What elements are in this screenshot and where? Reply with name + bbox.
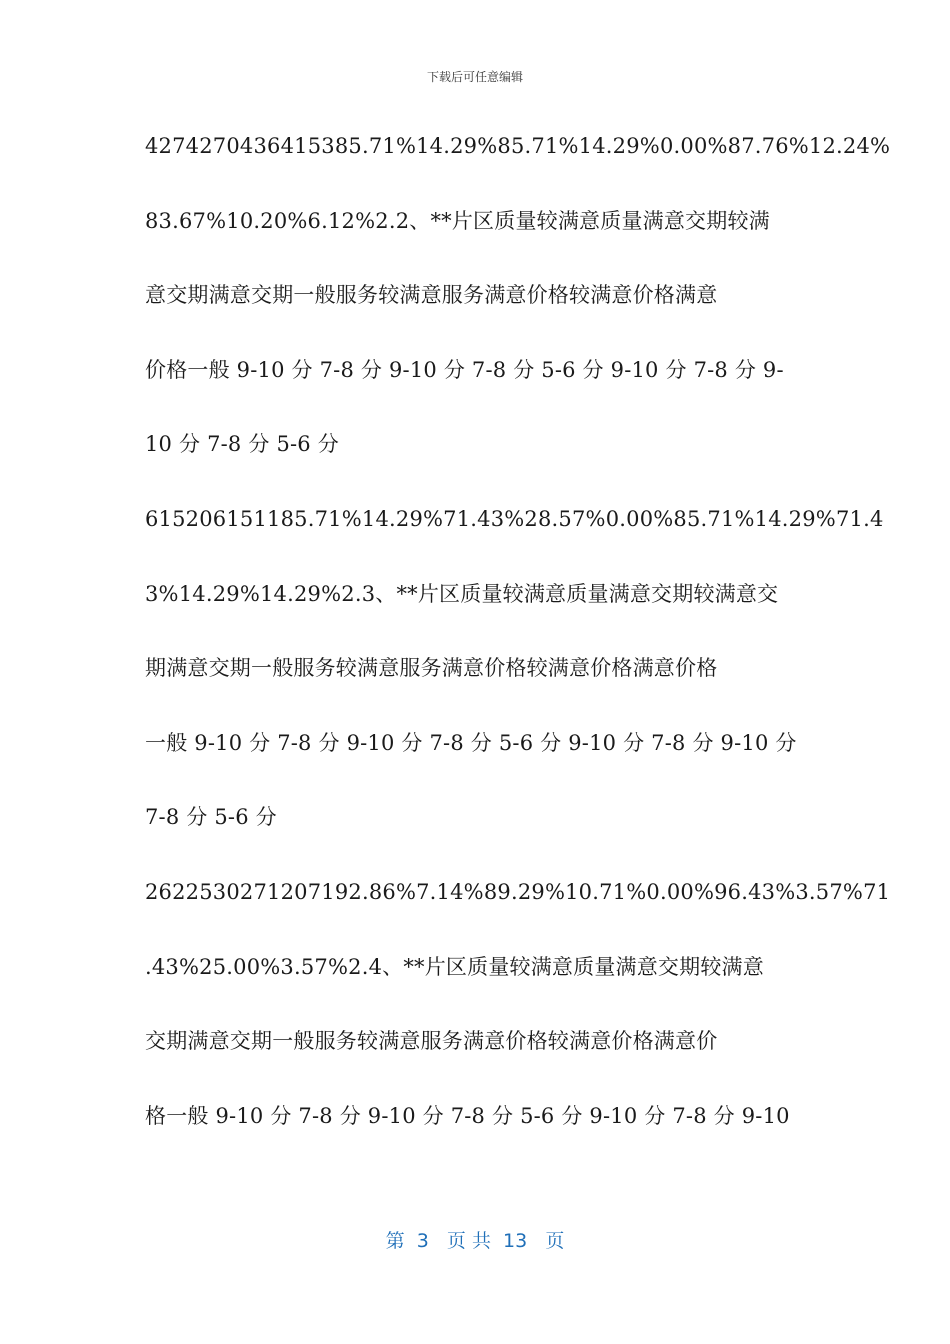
body-line-7: 3%14.29%14.29%2.3、**片区质量较满意质量满意交期较满意交: [145, 581, 779, 606]
body-line-13: 交期满意交期一般服务较满意服务满意价格较满意价格满意价: [145, 1029, 718, 1054]
page-footer: 第 3 页 共 13 页: [385, 1230, 565, 1252]
body-line-10: 7-8 分 5-6 分: [145, 805, 277, 830]
body-line-14: 格一般 9-10 分 7-8 分 9-10 分 7-8 分 5-6 分 9-10 分 7-8 分 9-10: [145, 1103, 790, 1128]
body-line-9: 一般 9-10 分 7-8 分 9-10 分 7-8 分 5-6 分 9-10 分 7-8 分 9-10 分: [145, 730, 797, 755]
body-line-4: 价格一般 9-10 分 7-8 分 9-10 分 7-8 分 5-6 分 9-10 分 7-8 分 9-: [145, 357, 784, 382]
body-line-12: .43%25.00%3.57%2.4、**片区质量较满意质量满意交期较满意: [145, 954, 764, 979]
body-line-3: 意交期满意交期一般服务较满意服务满意价格较满意价格满意: [145, 283, 718, 308]
document-body: [145, 128, 891, 1172]
page-header: 下载后可任意编辑: [426, 70, 523, 84]
body-line-1: 4274270436415385.71%14.29%85.71%14.29%0.00%87.76%12.24%: [145, 134, 891, 158]
body-line-11: 2622530271207192.86%7.14%89.29%10.71%0.00%96.43%3.57%71: [145, 879, 891, 904]
body-line-8: 期满意交期一般服务较满意服务满意价格较满意价格满意价格: [145, 656, 718, 681]
body-line-5: 10 分 7-8 分 5-6 分: [145, 432, 339, 457]
body-line-6: 615206151185.71%14.29%71.43%28.57%0.00%85.71%14.29%71.4: [145, 506, 884, 531]
body-line-2: 83.67%10.20%6.12%2.2、**片区质量较满意质量满意交期较满: [145, 208, 770, 233]
